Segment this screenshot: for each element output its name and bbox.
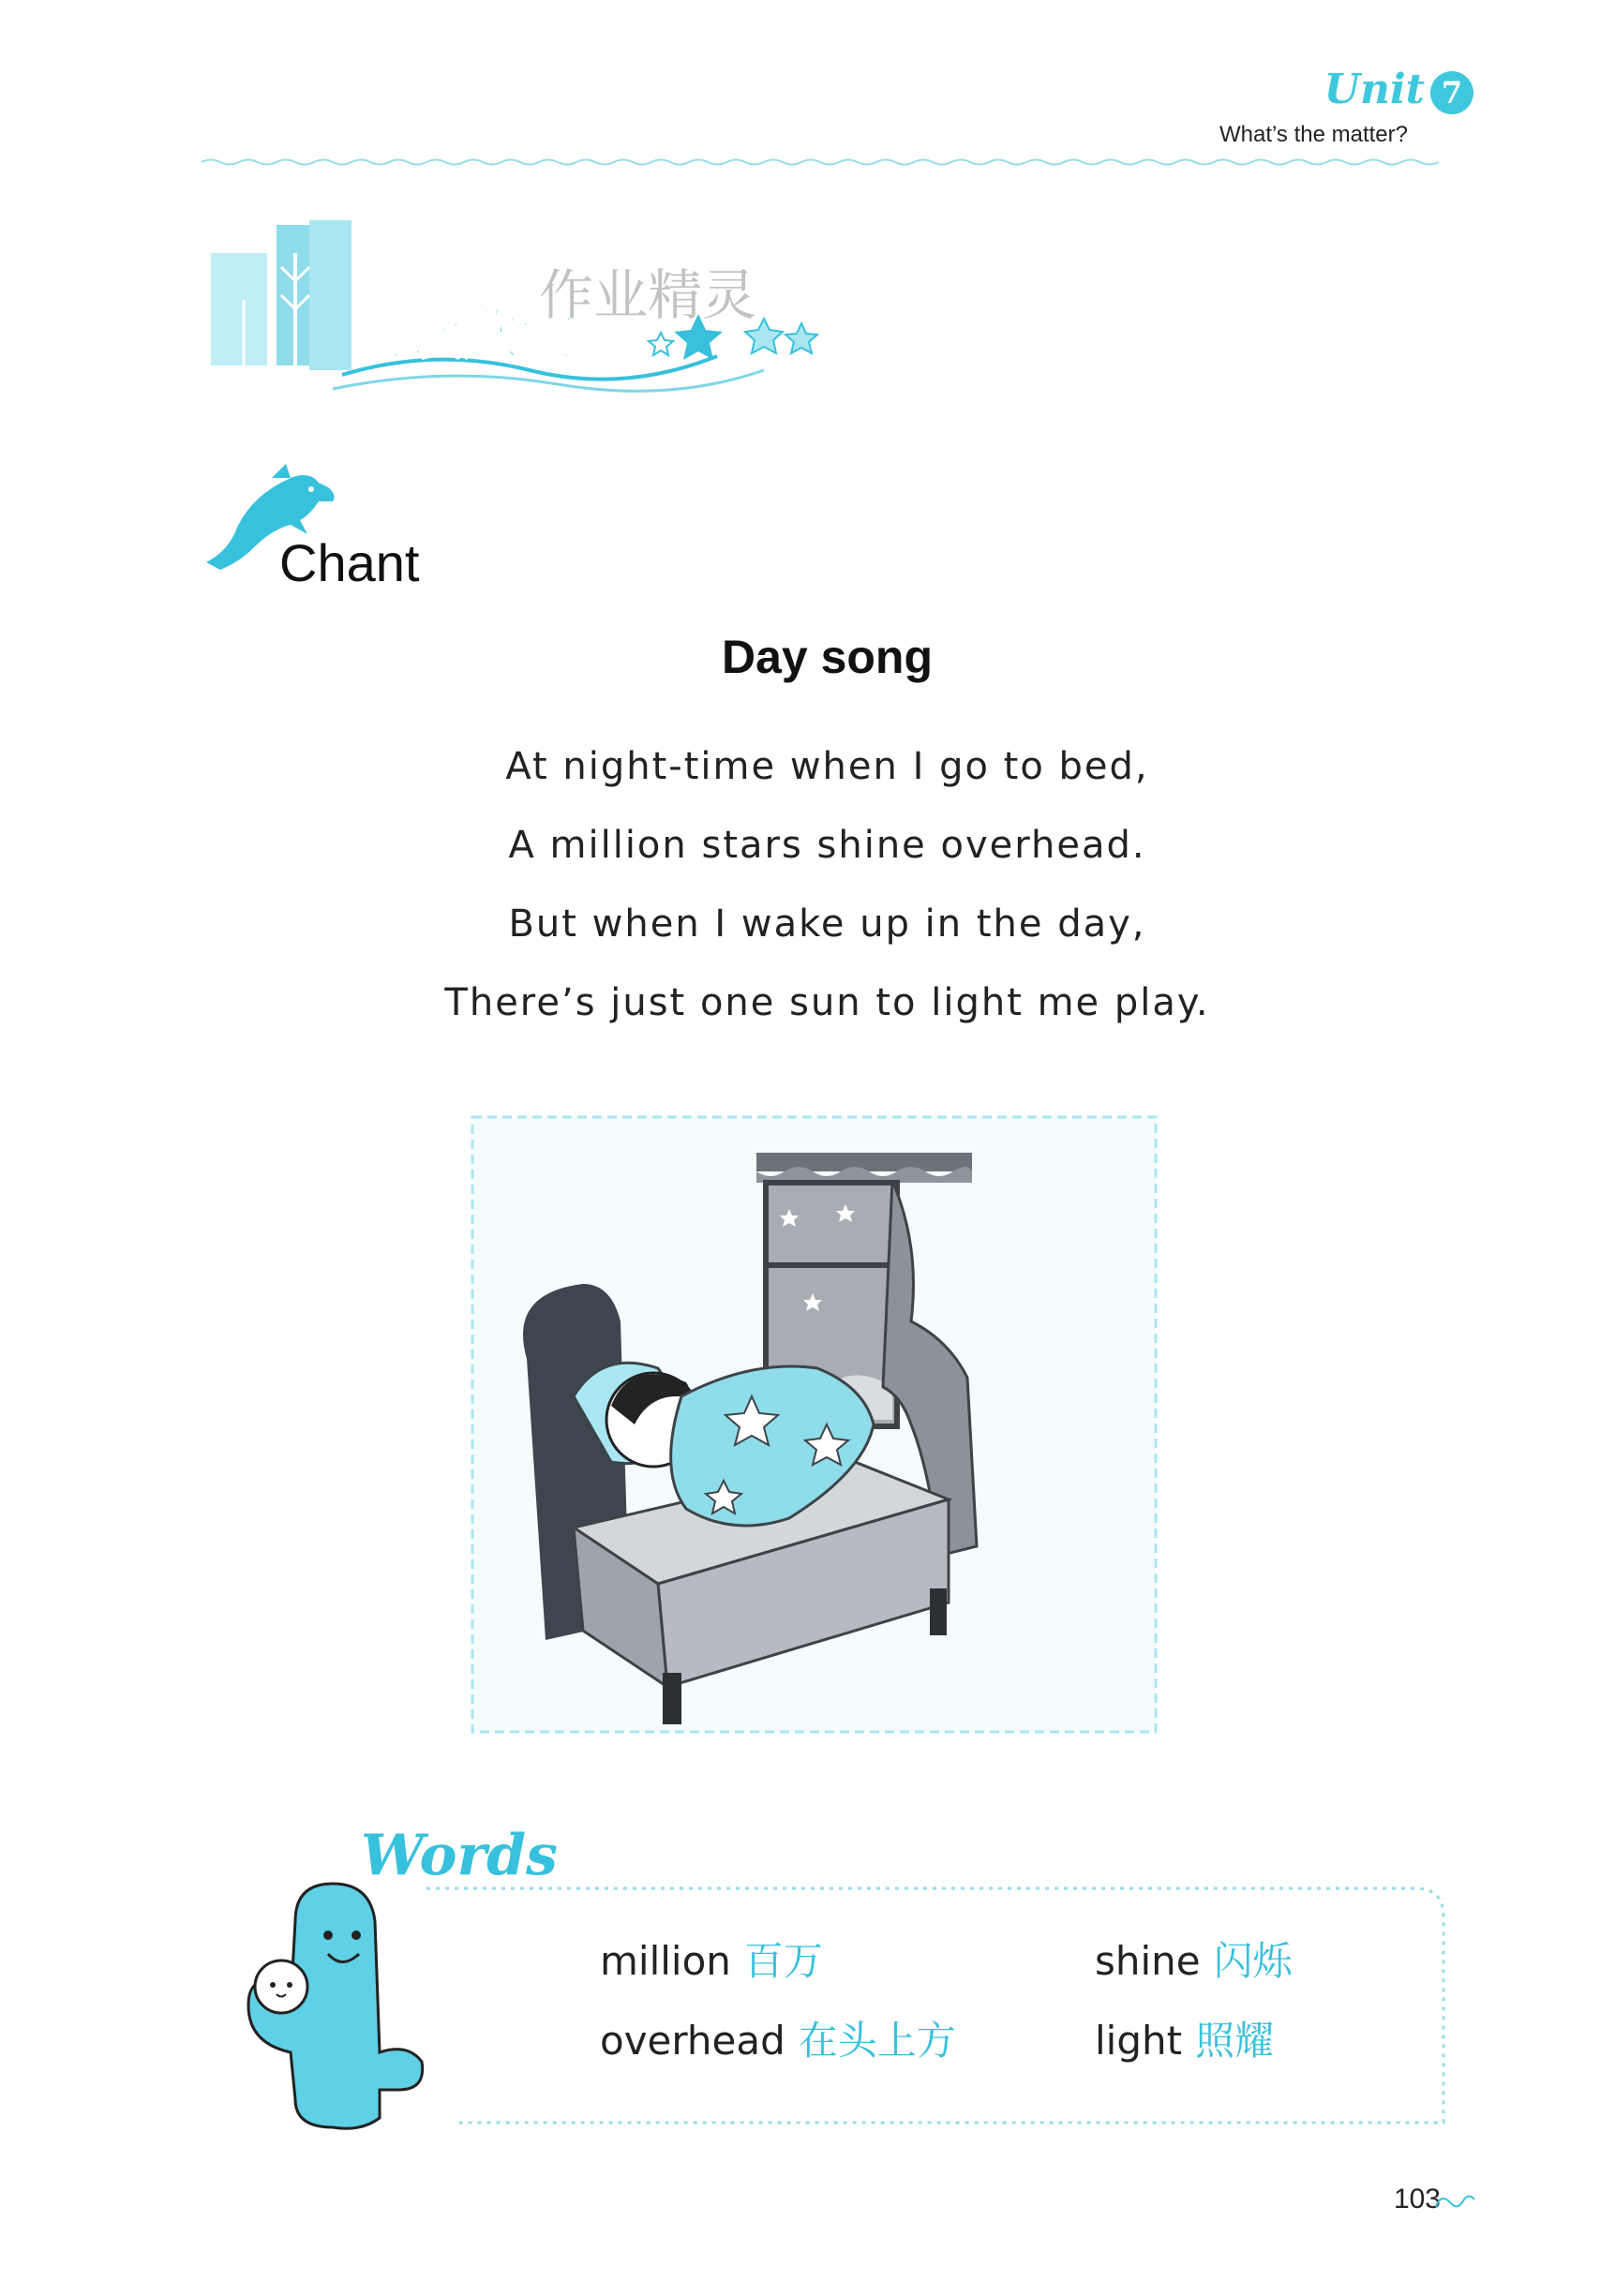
vocab-item-shine [1095, 1931, 1293, 1987]
lyric-line: There’s just one sun to light me play. [444, 981, 1210, 1024]
words-heading: Words [361, 1823, 558, 1888]
lyric-line: At night-time when I go to bed, [505, 745, 1149, 788]
vocab-item-light [1095, 2010, 1274, 2066]
section-title: 阅读欣赏 [351, 303, 577, 366]
cactus-mascot-icon [192, 1865, 473, 2137]
song-lyrics [0, 738, 1600, 1053]
vocab-chinese: 百万 [743, 1938, 823, 1984]
vocab-english: light [1095, 2018, 1183, 2064]
unit-label: Unit [1323, 66, 1425, 113]
lyric-line: But when I wake up in the day, [508, 902, 1146, 946]
unit-number: 7 [1430, 71, 1473, 114]
vocab-item-overhead [600, 2010, 956, 2066]
vocab-english: overhead [600, 2018, 785, 2064]
swirl-ornament-icon [1431, 2188, 1478, 2216]
chant-label: Chant [279, 533, 420, 592]
vocab-english: shine [1095, 1938, 1201, 1984]
vocab-item-million [600, 1931, 823, 1987]
vocab-chinese: 照耀 [1195, 2018, 1275, 2064]
vocab-english: million [600, 1938, 731, 1984]
page-number: 103 [1393, 2184, 1441, 2214]
song-title: Day song [721, 631, 934, 683]
header-wavy-divider [202, 157, 1448, 167]
words-box-border [426, 1884, 1448, 2132]
child-sleeping-illustration [471, 1115, 1158, 1734]
vocab-chinese: 在头上方 [798, 2018, 956, 2064]
vocab-chinese: 闪烁 [1213, 1938, 1293, 1984]
unit-heading [1324, 66, 1473, 114]
lyric-line: A million stars shine overhead. [508, 824, 1146, 867]
watermark-text: 作业精灵 [539, 263, 757, 327]
unit-subtitle: What’s the matter? [1219, 122, 1408, 147]
